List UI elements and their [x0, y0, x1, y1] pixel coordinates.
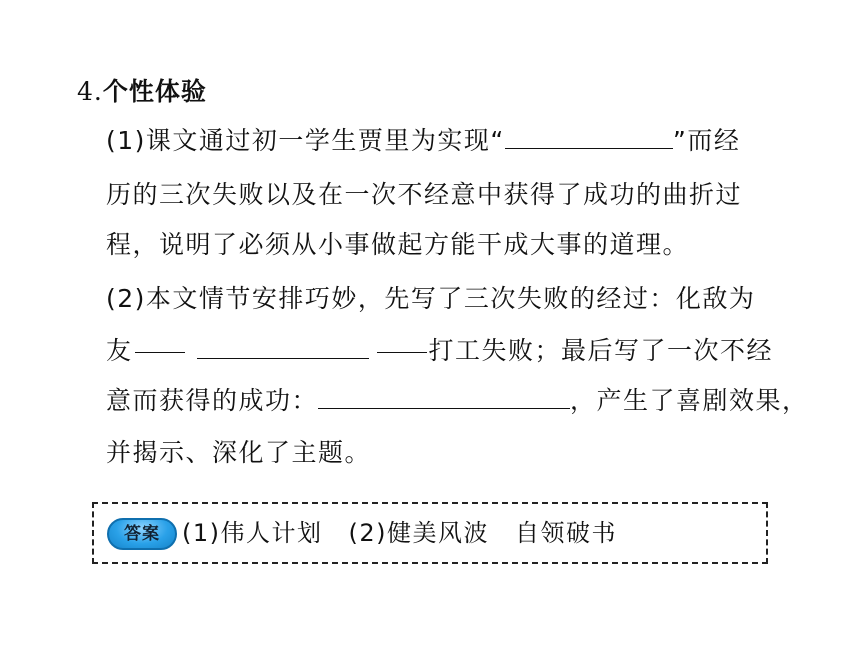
answer-text: [182, 518, 617, 548]
fill-blank-2: [197, 336, 369, 359]
part1-line1: [106, 126, 740, 156]
part2-line4: 并揭示、深化了主题。: [106, 438, 372, 467]
question-number: 4.: [77, 77, 103, 106]
part2-line2-text-a: 友: [106, 336, 133, 365]
fill-blank-3: [318, 386, 570, 409]
part2-line3-text-b: ，产生了喜剧效果，: [570, 386, 809, 415]
part1-line1-text-b: ”而经: [672, 126, 741, 155]
part1-line2: 历的三次失败以及在一次不经意中获得了成功的曲折过: [106, 180, 743, 209]
answer-part3: 自领破书: [515, 519, 617, 547]
part1-line3: 程，说明了必须从小事做起方能干成大事的道理。: [106, 230, 690, 259]
question-heading: [77, 72, 207, 108]
em-dash-2: [377, 352, 427, 353]
part2-line3-text-a: 意而获得的成功：: [106, 386, 319, 415]
fill-blank-1: [505, 126, 673, 149]
part2-line3: [106, 386, 809, 416]
part2-line1: (2)本文情节安排巧妙，先写了三次失败的经过：化敌为: [106, 284, 756, 313]
answer-part2: (2)健美风波: [348, 519, 489, 547]
answer-part1: (1)伟人计划: [182, 519, 323, 547]
question-title: 个性体验: [102, 77, 207, 106]
part2-line2: [106, 336, 773, 366]
answer-box: [92, 502, 768, 564]
answer-badge[interactable]: 答案: [107, 518, 177, 550]
part1-line1-text-a: (1)课文通过初一学生贾里为实现“: [106, 126, 505, 155]
em-dash-1: [135, 352, 185, 353]
part2-line2-text-b: 打工失败；最后写了一次不经: [428, 336, 774, 365]
